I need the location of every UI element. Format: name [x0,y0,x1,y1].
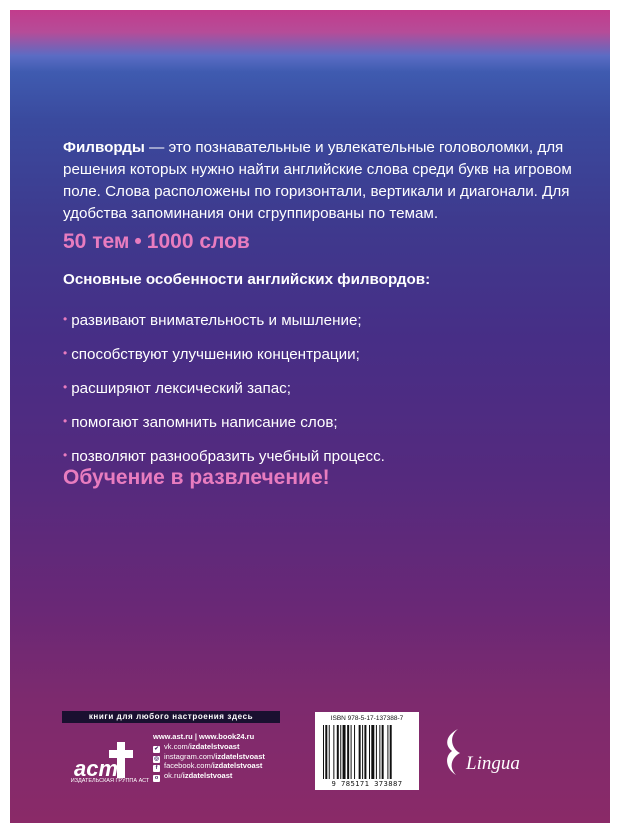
ok-icon: о [154,774,159,781]
back-cover [10,10,610,823]
slogan: Обучение в развлечение! [63,466,330,489]
bullet-icon: • [63,346,68,360]
facebook-icon: f [153,765,160,772]
publisher-caption: ИЗДАТЕЛЬСКАЯ ГРУППА АСТ [70,778,150,784]
feature-item: • позволяют разнообразить учебный процесс. [63,448,385,465]
barcode-box [315,712,419,790]
social-link-instagram[interactable]: ◎ instagram.com/izdatelstvoast [154,751,265,762]
features-heading: Основные особенности английских филвордов: [63,271,431,288]
social-link-ok[interactable]: о ok.ru/izdatelstvoast [154,770,233,781]
logo-text: аст [74,756,119,781]
intro-paragraph [63,137,608,225]
intro-bold-term: Филворды [63,139,145,156]
lingua-imprint: Lingua [466,753,520,774]
topics-count: 50 тем [63,230,130,253]
feature-item: • расширяют лексический запас; [63,380,291,397]
isbn: ISBN 978-5-17-137388-7 [330,715,404,722]
vk-icon: ✔ [154,746,159,752]
bullet-icon: • [63,414,68,428]
features-list [63,308,603,478]
feature-item: • развивают внимательность и мышление; [63,312,362,329]
stats-separator: • [134,230,142,253]
publisher-tagline: книги для любого настроения здесь [62,711,280,723]
bullet-icon: • [63,380,68,394]
instagram-icon: ◎ [154,755,159,762]
intro-text: — это познавательные и увлекательные головоломки, для решения которых нужно найти английские слова среди букв на игровом поле. Слова расположены по горизонтали, вертикали и диагонали. Для удобства запоминания они сгруппированы по темам. [63,139,572,222]
words-count: 1000 слов [146,230,250,253]
social-link-vk[interactable]: ✔ vk.com/izdatelstvoast [154,742,240,752]
barcode-digits: 9 785171 373887 [331,779,403,788]
social-links [153,742,265,780]
websites[interactable]: www.ast.ru | www.book24.ru [153,732,255,741]
bullet-icon: • [63,312,68,326]
feature-item: • способствуют улучшению концентрации; [63,346,360,363]
stats-line [63,230,250,254]
barcode-icon [323,725,411,779]
bullet-icon: • [63,448,68,462]
feature-item: • помогают запомнить написание слов; [63,414,338,431]
social-link-facebook[interactable]: f facebook.com/izdatelstvoast [153,761,265,771]
